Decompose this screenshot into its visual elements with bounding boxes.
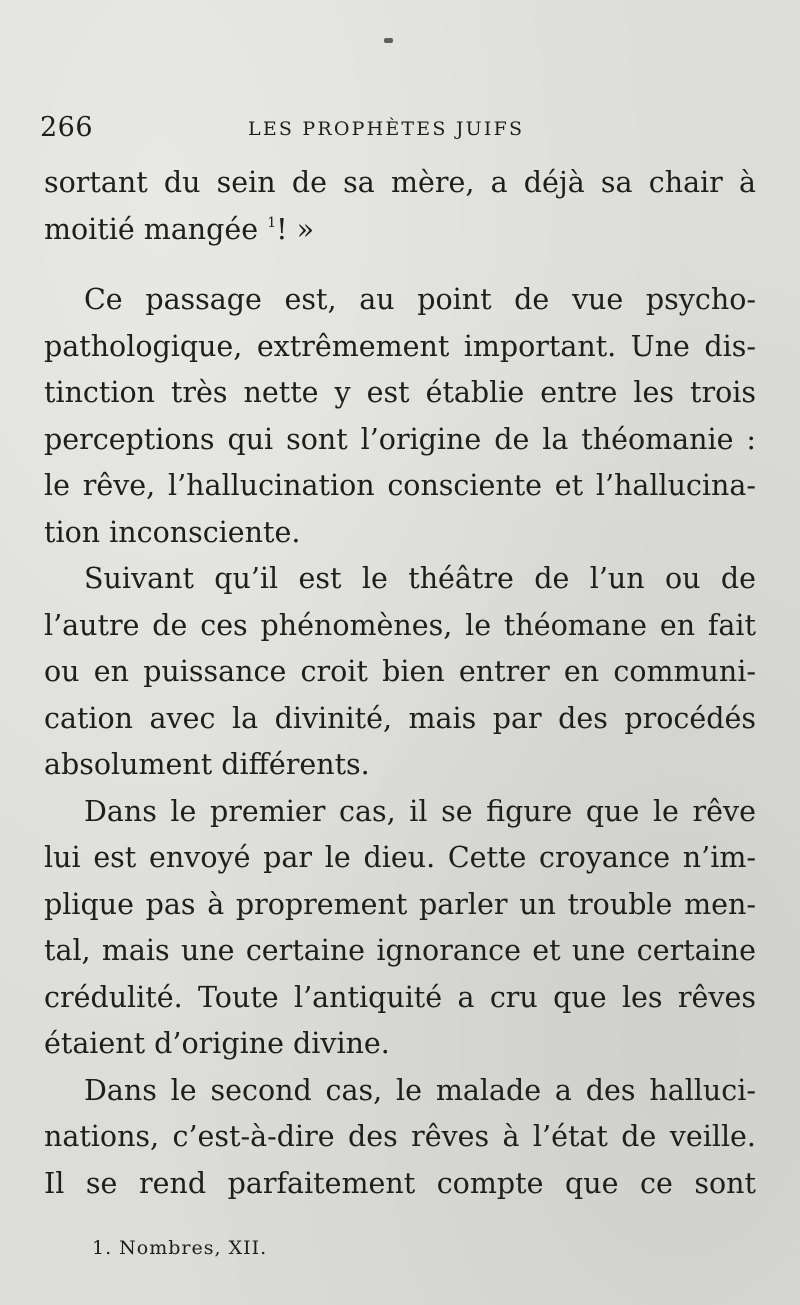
text-line: plique pas à proprement parler un trouble men-	[44, 887, 756, 921]
text-fragment: ! »	[276, 212, 315, 246]
text-line: Dans le second cas, le malade a des halluci-	[84, 1073, 756, 1107]
text-line: étaient d’origine divine.	[44, 1027, 390, 1060]
footnote: 1. Nombres, XII.	[92, 1237, 268, 1259]
paragraph	[44, 556, 756, 789]
text-line: absolument différents.	[44, 748, 370, 781]
ink-smudge	[384, 38, 393, 43]
text-fragment: moitié mangée	[44, 212, 259, 246]
page-number: 266	[40, 112, 94, 143]
paragraph	[44, 1068, 756, 1208]
paragraph	[44, 277, 756, 556]
text-line: tion inconsciente.	[44, 515, 301, 549]
text-line: perceptions qui sont l’origine de la théomanie :	[44, 422, 756, 456]
text-line: pathologique, extrêmement important. Une dis-	[44, 329, 756, 363]
running-title: LES PROPHÈTES JUIFS	[248, 118, 525, 140]
text-line: lui est envoyé par le dieu. Cette croyance n’im-	[44, 841, 756, 874]
text-line: Il se rend parfaitement compte que ce sont	[44, 1166, 756, 1200]
footnote-marker: 1	[267, 214, 277, 231]
text-line: tinction très nette y est établie entre les trois	[44, 376, 756, 409]
text-line: le rêve, l’hallucination consciente et l’hallucina-	[44, 469, 756, 502]
text-line	[44, 207, 756, 254]
page-header	[40, 112, 760, 152]
text-line: tal, mais une certaine ignorance et une certaine	[44, 934, 756, 967]
text-line: sortant du sein de sa mère, a déjà sa chair à	[44, 166, 756, 199]
text-line: cation avec la divinité, mais par des procédés	[44, 701, 756, 735]
text-line: crédulité. Toute l’antiquité a cru que les rêves	[44, 980, 756, 1014]
text-line: Ce passage est, au point de vue psycho-	[84, 283, 756, 316]
paragraph-continuation	[44, 160, 756, 253]
text-line: Dans le premier cas, il se figure que le rêve	[84, 794, 756, 828]
text-line: nations, c’est-à-dire des rêves à l’état de veille.	[44, 1120, 756, 1153]
paragraph	[44, 789, 756, 1068]
text-line: l’autre de ces phénomènes, le théomane en fait	[44, 608, 756, 642]
text-line: ou en puissance croit bien entrer en communi-	[44, 655, 756, 688]
text-line: Suivant qu’il est le théâtre de l’un ou de	[84, 562, 756, 595]
body-text	[44, 160, 756, 1207]
